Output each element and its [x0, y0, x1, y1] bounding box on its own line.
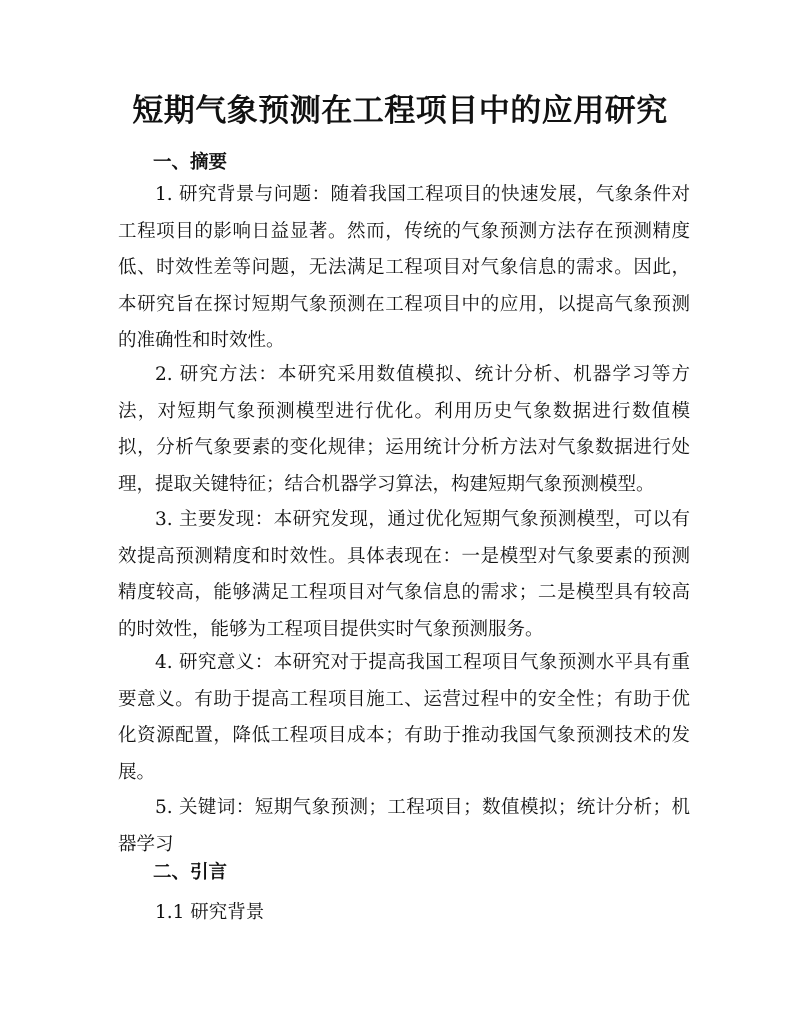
document-title: 短期气象预测在工程项目中的应用研究 — [132, 93, 668, 129]
abstract-paragraph-methods: 2. 研究方法：本研究采用数值模拟、统计分析、机器学习等方法，对短期气象预测模型进行优化。利用历史气象数据进行数值模拟，分析气象要素的变化规律；运用统计分析方法对气象数据进行处理，提取关键特征；结合机器学习算法，构建短期气象预测模型。 — [118, 364, 690, 495]
abstract-paragraph-background: 1. 研究背景与问题：随着我国工程项目的快速发展，气象条件对工程项目的影响日益显著。然而，传统的气象预测方法存在预测精度低、时效性差等问题，无法满足工程项目对气象信息的需求。因此，本研究旨在探讨短期气象预测在工程项目中的应用，以提高气象预测的准确性和时效性。 — [118, 184, 690, 351]
section-heading-abstract: 一、摘要 — [153, 152, 228, 173]
subsection-heading-research-background: 1.1 研究背景 — [155, 902, 265, 923]
abstract-paragraph-findings: 3. 主要发现：本研究发现，通过优化短期气象预测模型，可以有效提高预测精度和时效性。具体表现在：一是模型对气象要素的预测精度较高，能够满足工程项目对气象信息的需求；二是模型具有较高的时效性，能够为工程项目提供实时气象预测服务。 — [118, 509, 690, 640]
section-heading-introduction: 二、引言 — [153, 862, 228, 883]
abstract-paragraph-keywords: 5. 关键词：短期气象预测；工程项目；数值模拟；统计分析；机器学习 — [118, 797, 690, 855]
abstract-paragraph-significance: 4. 研究意义：本研究对于提高我国工程项目气象预测水平具有重要意义。有助于提高工程项目施工、运营过程中的安全性；有助于优化资源配置，降低工程项目成本；有助于推动我国气象预测技术的发展。 — [118, 652, 690, 783]
